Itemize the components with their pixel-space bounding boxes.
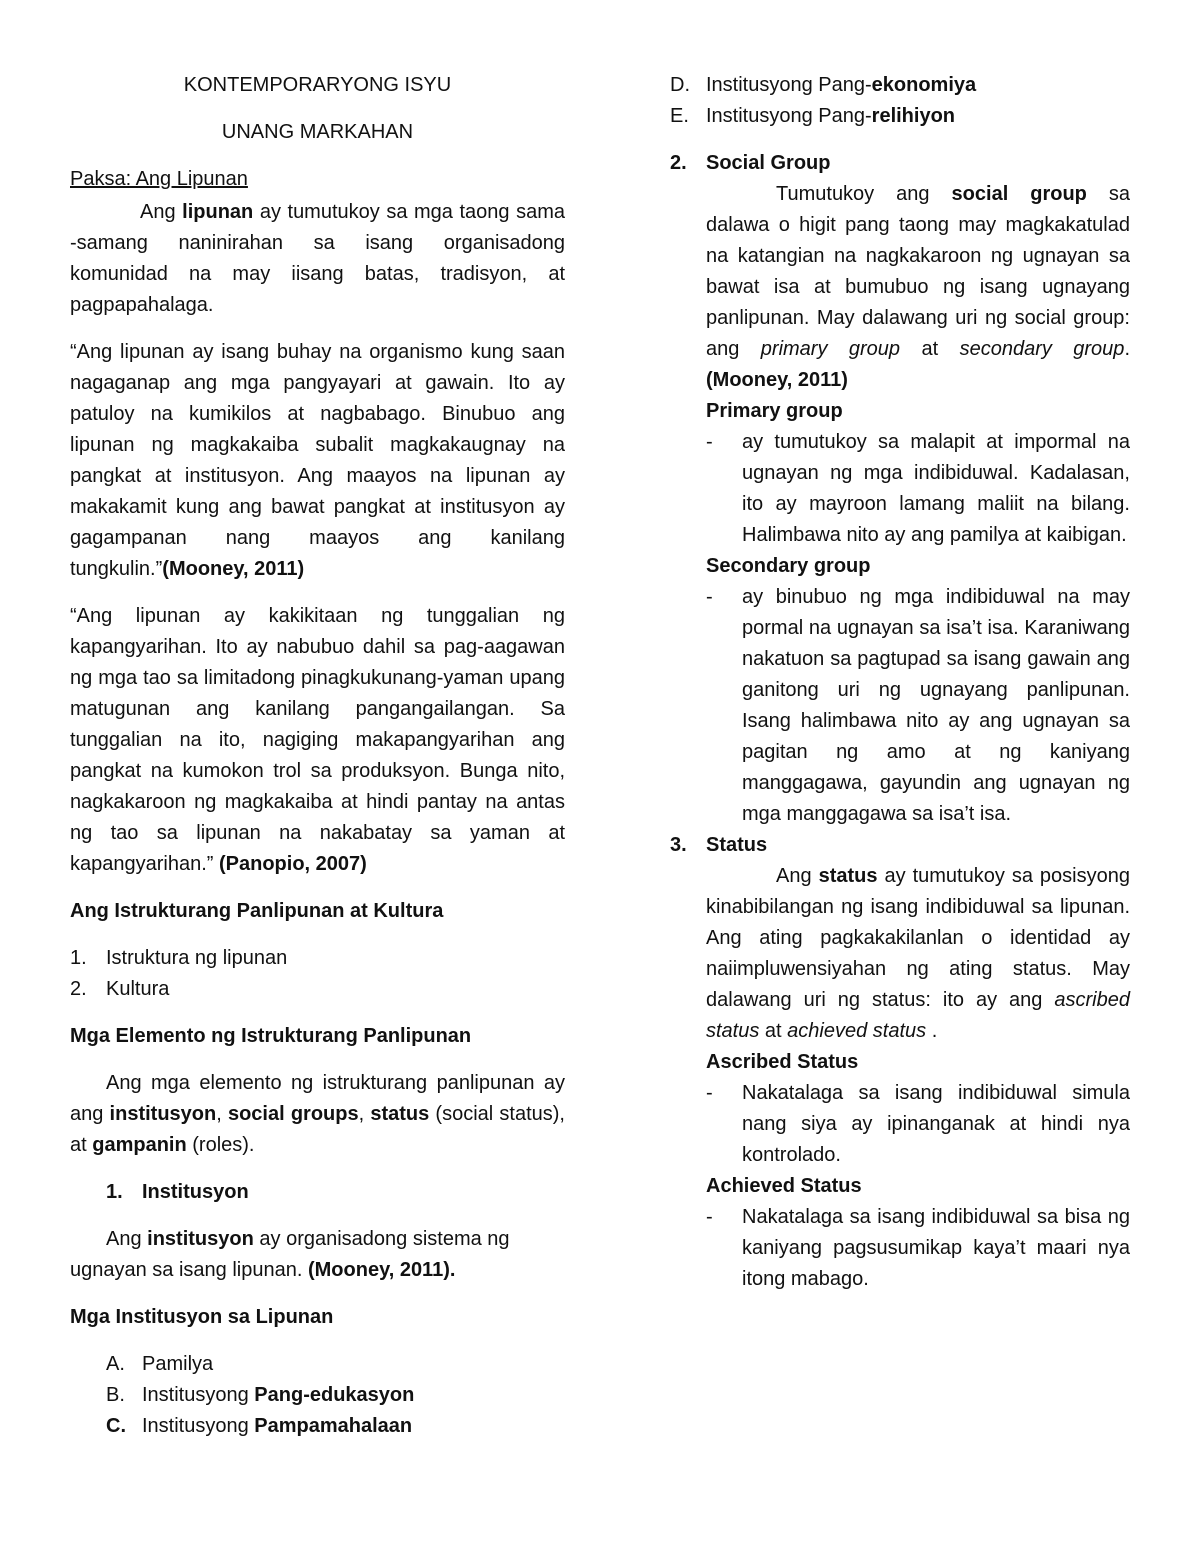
list-item: E. Institusyong Pang-relihiyon <box>670 105 956 127</box>
elemento-paragraph: Ang mga elemento ng istrukturang panlipunan ay ang institusyon, social groups, status (social status), at gampanin (roles). <box>70 1072 565 1156</box>
list-item: 2. Kultura <box>70 978 170 1000</box>
list-item: B. Institusyong Pang-edukasyon <box>106 1384 415 1406</box>
secondary-group-item: - ay binubuo ng mga indibiduwal na may pormal na ugnayan sa isa’t isa. Karaniwang nakatuon sa pagtupad sa isang gawain ang ganitong uri ng ugnayang panlipunan. Isang halimbawa nito ay ang ugnayan sa pagitan ng amo at ng kaniyang manggagawa, gayundin ang ugnayan ng mga manggagawa sa isa’t isa. <box>706 586 1130 825</box>
secondary-group-heading: Secondary group <box>706 555 871 577</box>
lipunan-definition: Ang lipunan ay tumutukoy sa mga taong sama -samang naninirahan sa isang organisadong komunidad na may iisang batas, tradisyon, at pagpapahalaga. <box>70 201 565 316</box>
status-item: 3. Status <box>670 834 768 856</box>
primary-group-item: - ay tumutukoy sa malapit at impormal na ugnayan ng mga indibiduwal. Kadalasan, ito ay mayroon lamang maliit na bilang. Halimbawa nito ay ang pamilya at kaibigan. <box>706 431 1130 546</box>
istruktura-heading: Ang Istrukturang Panlipunan at Kultura <box>70 900 444 922</box>
ascribed-status-item: - Nakatalaga sa isang indibiduwal simula nang siya ay ipinanganak at hindi nya kontrolado. <box>706 1082 1130 1166</box>
achieved-status-heading: Achieved Status <box>706 1175 862 1197</box>
topic-heading: Paksa: Ang Lipunan <box>70 168 248 190</box>
primary-group-heading: Primary group <box>706 400 843 422</box>
list-item: A. Pamilya <box>106 1353 214 1375</box>
elemento-heading: Mga Elemento ng Istrukturang Panlipunan <box>70 1025 472 1047</box>
mooney-quote: “Ang lipunan ay isang buhay na organismo kung saan nagaganap ang mga pangyayari at gawain. Ito ay patuloy na kumikilos at nagbabago. Binubuo ang lipunan ng magkakaiba subalit magkakaugnay na pangkat at institusyon. Ang maayos na lipunan ay makakamit kung ang bawat pangkat at institusyon ay gagampanan nang maayos ang kanilang tungkulin.”(Mooney, 2011) <box>70 341 565 580</box>
list-item: D. Institusyong Pang-ekonomiya <box>670 74 977 96</box>
list-item: 1. Istruktura ng lipunan <box>70 947 288 969</box>
institusyon-item: 1. Institusyon <box>106 1181 249 1203</box>
social-group-definition: Tumutukoy ang social group sa dalawa o higit pang taong may magkakatulad na katangian na nagkakaroon ng ugnayan sa bawat isa at bumubuo ng isang ugnayang panlipunan. May dalawang uri ng social group: ang primary group at secondary group. (Mooney, 2011) <box>706 183 1131 391</box>
panopio-quote: “Ang lipunan ay kakikitaan ng tunggalian ng kapangyarihan. Ito ay nabubuo dahil sa pag-aagawan ng mga tao sa limitadong pinagkukunang-yaman upang matugunan ang kanilang pangangailangan. Sa tunggalian na ito, nagiging makapangyarihan ang pangkat na kumokon trol sa produksyon. Bunga nito, nagkakaroon ng magkakaiba at hindi pantay na antas ng tao sa lipunan na nakabatay sa yaman at kapangyarihan.” (Panopio, 2007) <box>70 605 565 875</box>
left-column <box>70 70 565 1442</box>
list-item: C. Institusyong Pampamahalaan <box>106 1415 413 1437</box>
social-group-item: 2. Social Group <box>670 152 831 174</box>
ascribed-status-heading: Ascribed Status <box>706 1051 859 1073</box>
document-subtitle: UNANG MARKAHAN <box>221 121 414 143</box>
achieved-status-item: - Nakatalaga sa isang indibiduwal sa bisa ng kaniyang pagsusumikap kaya’t maari nya itong mabago. <box>706 1206 1130 1290</box>
institusyon-definition: Ang institusyon ay organisadong sistema ng ugnayan sa isang lipunan. (Mooney, 2011). <box>70 1228 510 1281</box>
mga-institusyon-heading: Mga Institusyon sa Lipunan <box>70 1306 334 1328</box>
status-definition: Ang status ay tumutukoy sa posisyong kinabibilangan ng isang indibiduwal sa lipunan. Ang ating pagkakakilanlan o identidad ay naiimpluwensiyahan ng ating status. May dalawang uri ng status: ito ay ang ascribed status at achieved status . <box>706 865 1130 1042</box>
right-column <box>670 70 1130 1295</box>
document-title: KONTEMPORARYONG ISYU <box>183 74 452 96</box>
